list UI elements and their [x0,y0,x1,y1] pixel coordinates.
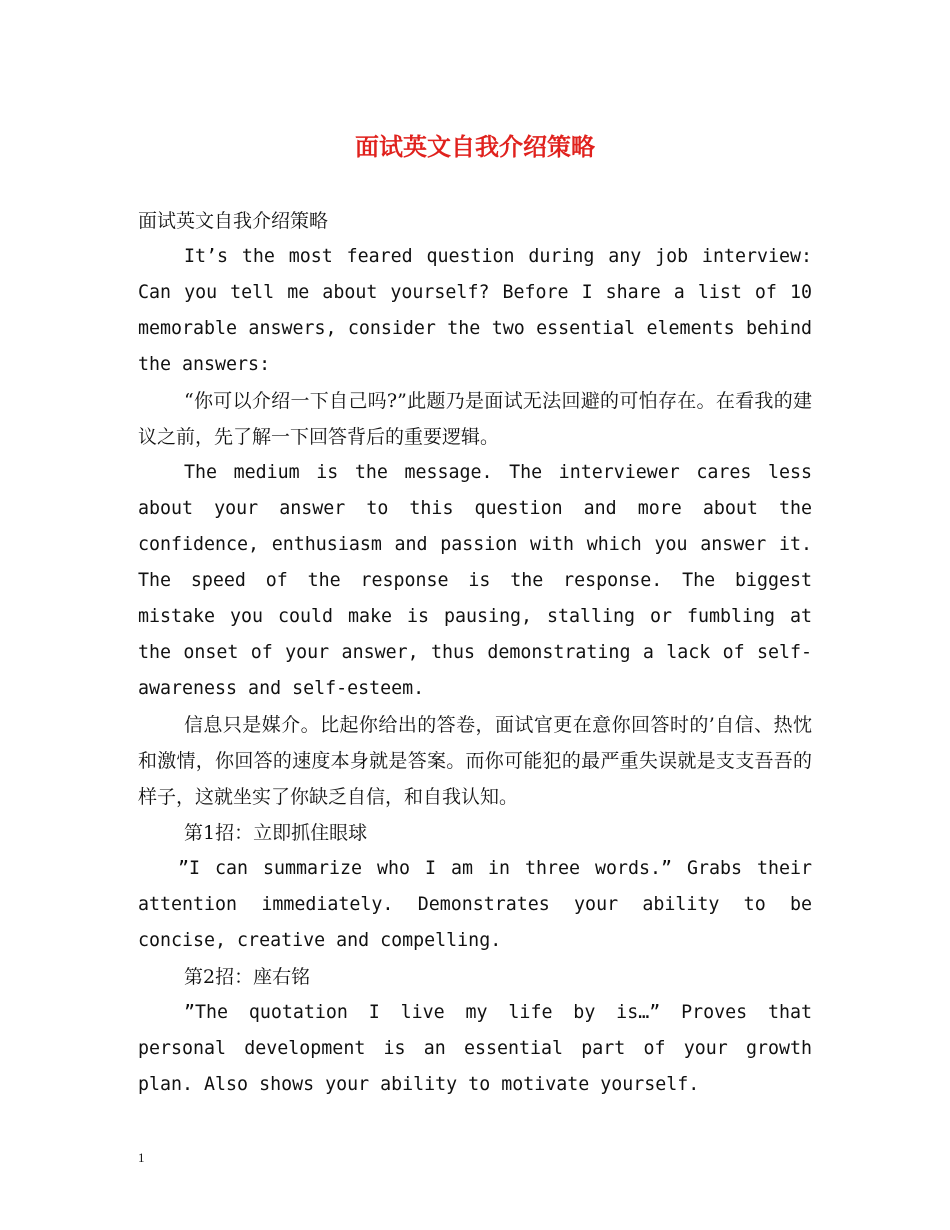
paragraph-english: The medium is the message. The interviewer cares less about your answer to this question and more about the confidence, enthusiasm and passion with which you answer it. The speed of the response is the response. The biggest mistake you could make is pausing, stalling or fumbling at the onset of your answer, thus demonstrating a lack of self-awareness and self-esteem. [138,462,812,699]
document-body [138,203,812,1103]
page-number: 1 [138,1150,145,1165]
paragraph-chinese: “你可以介绍一下自己吗?”此题乃是面试无法回避的可怕存在。在看我的建议之前，先了解一下回答背后的重要逻辑。 [138,390,812,448]
tip-heading: 第1招：立即抓住眼球 [184,822,368,844]
paragraph-english: It’s the most feared question during any job interview: Can you tell me about yourself? Before I share a list of 10 memorable answers, consider the two essential elements behind the answers: [138,246,812,375]
paragraph-english: ”I can summarize who I am in three words.” Grabs their attention immediately. Demonstrates your ability to be concise, creative and compelling. [138,858,812,951]
tip-heading: 第2招：座右铭 [184,966,311,988]
paragraph-chinese: 信息只是媒介。比起你给出的答卷，面试官更在意你回答时的’自信、热忱和激情，你回答的速度本身就是答案。而你可能犯的最严重失误就是支支吾吾的样子，这就坐实了你缺乏自信，和自我认知。 [138,714,812,808]
paragraph-english: ”The quotation I live my life by is…” Proves that personal development is an essential part of your growth plan. Also shows your ability to motivate yourself. [138,1002,812,1095]
page-title: 面试英文自我介绍策略 [355,132,595,161]
section-heading: 面试英文自我介绍策略 [138,210,329,232]
